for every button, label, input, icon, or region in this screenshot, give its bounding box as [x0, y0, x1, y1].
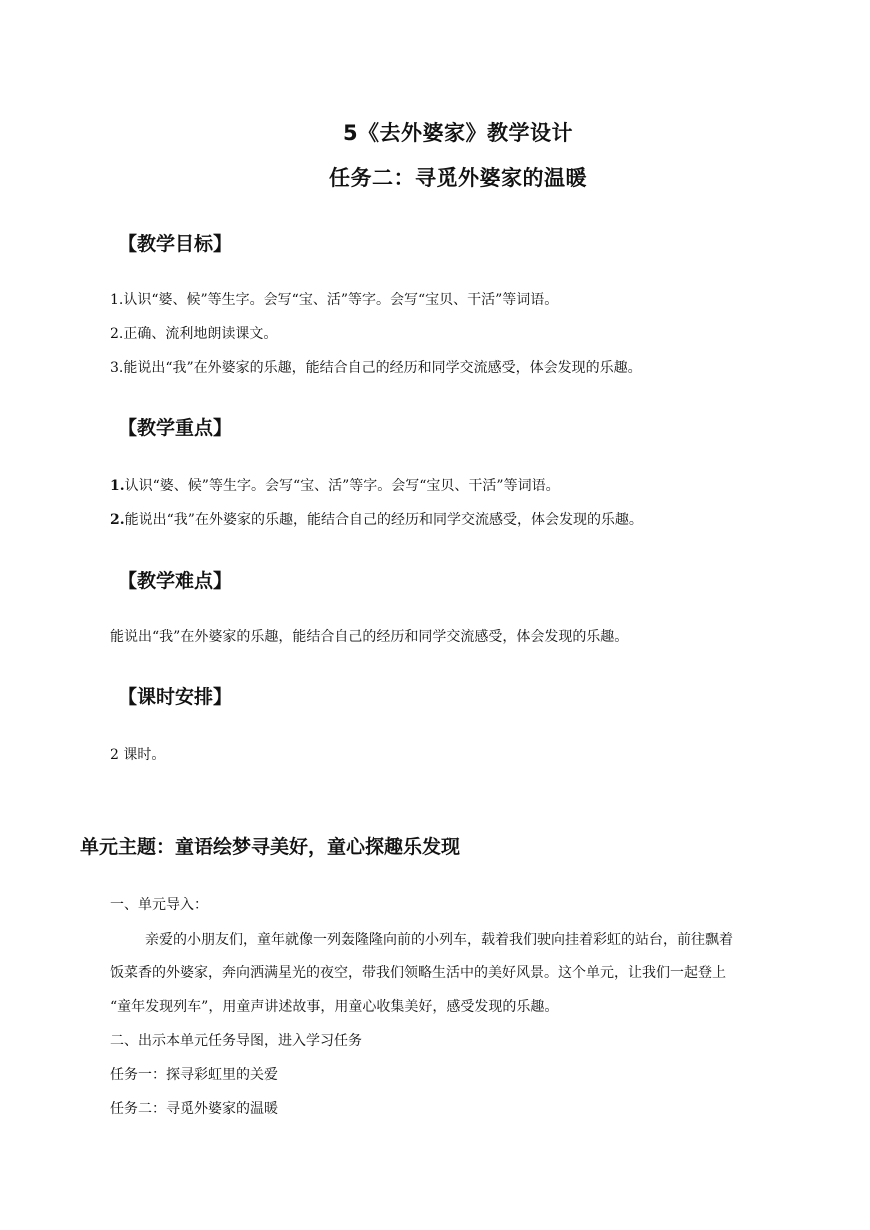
goal-item: 3.能说出“我”在外婆家的乐趣，能结合自己的经历和同学交流感受，体会发现的乐趣。 — [110, 360, 642, 376]
key-point-number: 2. — [110, 512, 125, 528]
document-subtitle: 任务二：寻觅外婆家的温暖 — [329, 166, 587, 190]
task-map-label: 二、出示本单元任务导图，进入学习任务 — [110, 1033, 362, 1049]
unit-intro-line: 亲爱的小朋友们，童年就像一列轰隆隆向前的小列车，载着我们驶向挂着彩虹的站台，前往飘着 — [145, 932, 733, 948]
document-title: 5《去外婆家》教学设计 — [342, 121, 574, 145]
key-point-text: 认识“婆、候”等生字。会写“宝、活”等字。会写“宝贝、干活”等词语。 — [124, 478, 560, 494]
goals-heading: 【教学目标】 — [118, 233, 233, 255]
unit-intro-line: 饭菜香的外婆家，奔向洒满星光的夜空，带我们领略生活中的美好风景。这个单元，让我们一起登上 — [110, 965, 726, 981]
key-point-number: 1. — [110, 478, 125, 494]
difficulties-heading: 【教学难点】 — [118, 570, 233, 592]
schedule-text: 2 课时。 — [110, 747, 166, 763]
unit-intro-line: “童年发现列车”，用童声讲述故事，用童心收集美好，感受发现的乐趣。 — [110, 999, 559, 1015]
key-point-item — [110, 475, 560, 495]
goal-item: 2.正确、流利地朗读课文。 — [110, 326, 278, 342]
task-item: 任务二：寻觅外婆家的温暖 — [110, 1101, 278, 1117]
key-points-heading: 【教学重点】 — [118, 417, 233, 439]
key-point-item — [110, 509, 643, 529]
task-item: 任务一：探寻彩虹里的关爱 — [110, 1067, 278, 1083]
goal-item: 1.认识“婆、候”等生字。会写“宝、活”等字。会写“宝贝、干活”等词语。 — [110, 292, 559, 308]
key-point-text: 能说出“我”在外婆家的乐趣，能结合自己的经历和同学交流感受，体会发现的乐趣。 — [124, 512, 643, 528]
difficulties-text: 能说出“我”在外婆家的乐趣，能结合自己的经历和同学交流感受，体会发现的乐趣。 — [110, 629, 629, 645]
unit-theme-heading: 单元主题：童语绘梦寻美好，童心探趣乐发现 — [80, 836, 461, 858]
schedule-heading: 【课时安排】 — [118, 686, 233, 708]
unit-intro-label: 一、单元导入： — [110, 897, 208, 913]
